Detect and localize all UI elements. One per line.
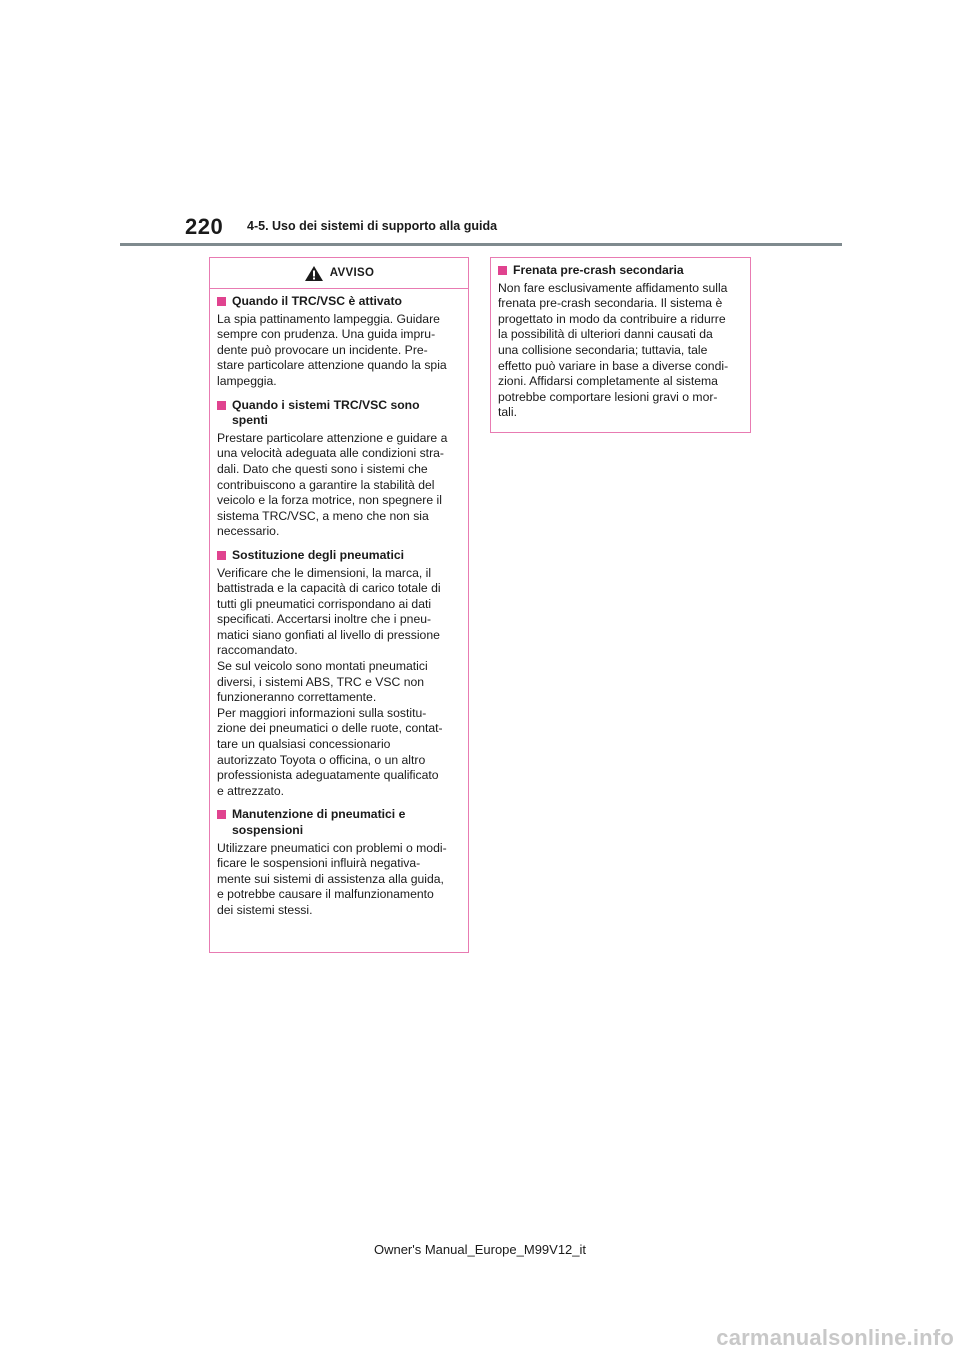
warning-item-title-text: Sostituzione degli pneumatici	[232, 547, 404, 562]
warning-body	[210, 289, 468, 919]
pink-square-bullet-icon	[217, 551, 226, 560]
warning-item	[217, 548, 462, 800]
warning-item-title-text: Manutenzione di pneumatici e sospensioni	[232, 807, 406, 837]
warning-item-title-text: Quando i sistemi TRC/VSC sono spenti	[232, 397, 420, 428]
warning-item-text: Verificare che le dimensioni, la marca, il battistrada e la capacità di carico totale di tutti gli pneumatici corrispondano ai dati specificati. Accertarsi inoltre che i pneu- matici siano gonfiati al livello di pressione raccomandato. Se sul veicolo sono montati pneumatici diversi, i sistemi ABS, TRC e VSC non funzioneranno correttamente. Per maggiori informazioni sulla sostitu- zione dei pneumatici o delle ruote, contat- tare un qualsiasi concessionario autorizzato Toyota o officina, o un altro professionista adeguatamente qualificato e attrezzato.	[217, 565, 443, 798]
note-item	[498, 263, 744, 421]
warning-box	[209, 257, 469, 953]
note-box	[490, 257, 751, 433]
note-item-title	[498, 263, 744, 279]
note-item-title-text: Frenata pre-crash secondaria	[513, 263, 684, 277]
header-rule	[120, 243, 842, 246]
pink-square-bullet-icon	[498, 266, 507, 275]
warning-label: AVVISO	[329, 267, 375, 279]
warning-item-title	[217, 294, 462, 310]
warning-item	[217, 807, 462, 918]
pink-square-bullet-icon	[217, 401, 226, 410]
footer-manual-id: Owner's Manual_Europe_M99V12_it	[373, 1242, 587, 1257]
warning-item-title	[217, 807, 462, 838]
warning-item	[217, 398, 462, 540]
pink-square-bullet-icon	[217, 297, 226, 306]
warning-item-title	[217, 548, 462, 564]
note-item-text: Non fare esclusivamente affidamento sulla frenata pre-crash secondaria. Il sistema è progettato in modo da contribuire a ridurre la possibilità di ulteriori danni causati da una collisione secondaria; tuttavia, tale effetto può variare in base a diverse condi- zioni. Affidarsi completamente al sistema potrebbe comportare lesioni gravi o mor- tali.	[498, 280, 729, 420]
warning-item-text: Utilizzare pneumatici con problemi o modi- ficare le sospensioni influirà negativa- mente sui sistemi di assistenza alla guida, e potrebbe causare il malfunzionamento dei sistemi stessi.	[217, 840, 447, 917]
warning-item-title	[217, 398, 462, 429]
warning-item-text: La spia pattinamento lampeggia. Guidare sempre con prudenza. Una guida impru- dente può provocare un incidente. Pre- stare particolare attenzione quando la spia lampeggia.	[217, 311, 447, 388]
page-number: 220	[185, 214, 224, 239]
watermark: carmanualsonline.info	[716, 1325, 954, 1350]
warning-item	[217, 294, 462, 390]
warning-item-text: Prestare particolare attenzione e guidare a una velocità adeguata alle condizioni stra- dali. Dato che questi sono i sistemi che contribuiscono a garantire la stabilità del veicolo e la forza motrice, non spegnere il sistema TRC/VSC, a meno che non sia necessario.	[217, 430, 448, 539]
section-title: 4-5. Uso dei sistemi di supporto alla guida	[247, 219, 498, 233]
warning-header	[210, 258, 468, 289]
warning-item-title-text: Quando il TRC/VSC è attivato	[232, 294, 402, 308]
note-body	[491, 258, 750, 421]
pink-square-bullet-icon	[217, 810, 226, 819]
warning-triangle-icon	[304, 265, 324, 282]
